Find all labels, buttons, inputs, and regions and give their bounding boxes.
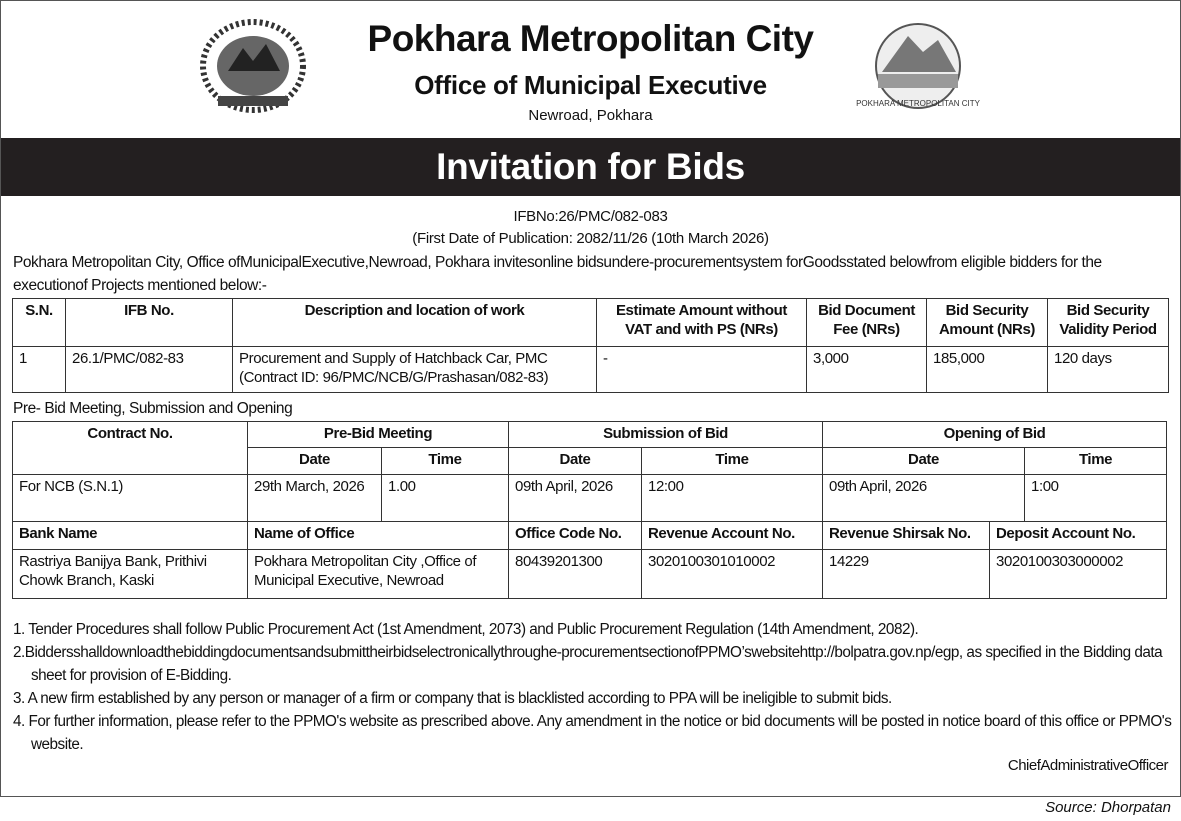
th-deposit-account: Deposit Account No. bbox=[990, 522, 1167, 550]
bank-table bbox=[12, 521, 1167, 599]
cell-validity: 120 days bbox=[1048, 347, 1169, 393]
th-validity: Bid Security Validity Period bbox=[1048, 299, 1169, 347]
th-office-code: Office Code No. bbox=[509, 522, 642, 550]
th-description: Description and location of work bbox=[233, 299, 597, 347]
th-sn: S.N. bbox=[13, 299, 66, 347]
cell-ifb: 26.1/PMC/082-83 bbox=[66, 347, 233, 393]
bid-table-header bbox=[13, 299, 1169, 347]
svg-text:POKHARA METROPOLITAN CITY: POKHARA METROPOLITAN CITY bbox=[856, 99, 980, 108]
intro-paragraph: Pokhara Metropolitan City, Office ofMunicipalExecutive,Newroad, Pokhara invitesonline bidsundere-procurementsystem forGoodsstated belowfrom eligible bidders for the executionof Projects mentioned below:- bbox=[13, 254, 1102, 294]
cell-prebid-time: 1.00 bbox=[382, 475, 509, 522]
th-office: Name of Office bbox=[248, 522, 509, 550]
table-row bbox=[13, 475, 1167, 522]
cell-opening-date: 09th April, 2026 bbox=[823, 475, 1025, 522]
th-revenue-account: Revenue Account No. bbox=[642, 522, 823, 550]
cell-estimate: - bbox=[597, 347, 807, 393]
th-opening: Opening of Bid bbox=[823, 422, 1167, 448]
th-time: Time bbox=[382, 448, 509, 475]
cell-revenue-account: 3020100301010002 bbox=[642, 550, 823, 599]
banner-title: Invitation for Bids bbox=[1, 138, 1180, 196]
note-item: 1. Tender Procedures shall follow Public Procurement Act (1st Amendment, 2073) and Public Procurement Regulation (14th Amendment, 2082). bbox=[13, 621, 919, 638]
signature: ChiefAdministrativeOfficer bbox=[1007, 757, 1168, 774]
source-credit: Source: Dhorpatan bbox=[1045, 799, 1171, 816]
notes-list bbox=[13, 618, 1173, 756]
th-contract: Contract No. bbox=[13, 422, 248, 475]
office-title: Office of Municipal Executive bbox=[414, 70, 767, 100]
cell-office: Pokhara Metropolitan City ,Office of Municipal Executive, Newroad bbox=[248, 550, 509, 599]
bid-table bbox=[12, 298, 1169, 393]
note-item: 2.Biddersshalldownloadthebiddingdocumentsandsubmittheirbidselectronicallythroughe-procurementsectionofPPMO’swebsitehttp://bolpatra.gov.np/egp, as specified in the Bidding data sheet for provision of E-Bidding. bbox=[13, 644, 1163, 684]
cell-fee: 3,000 bbox=[807, 347, 927, 393]
cell-security: 185,000 bbox=[927, 347, 1048, 393]
cell-submission-time: 12:00 bbox=[642, 475, 823, 522]
th-date: Date bbox=[823, 448, 1025, 475]
cell-office-code: 80439201300 bbox=[509, 550, 642, 599]
cell-sn: 1 bbox=[13, 347, 66, 393]
cell-opening-time: 1:00 bbox=[1025, 475, 1167, 522]
note-item: 3. A new firm established by any person or manager of a firm or company that is blacklisted according to PPA will be ineligible to submit bids. bbox=[13, 690, 892, 707]
th-revenue-shirsak: Revenue Shirsak No. bbox=[823, 522, 990, 550]
th-date: Date bbox=[248, 448, 382, 475]
cell-description: Procurement and Supply of Hatchback Car, PMC (Contract ID: 96/PMC/NCB/G/Prashasan/082-83) bbox=[233, 347, 597, 393]
th-submission: Submission of Bid bbox=[509, 422, 823, 448]
th-bank: Bank Name bbox=[13, 522, 248, 550]
th-estimate: Estimate Amount without VAT and with PS (NRs) bbox=[597, 299, 807, 347]
th-date: Date bbox=[509, 448, 642, 475]
th-ifb: IFB No. bbox=[66, 299, 233, 347]
cell-submission-date: 09th April, 2026 bbox=[509, 475, 642, 522]
table-row bbox=[13, 347, 1169, 393]
table-row bbox=[13, 550, 1167, 599]
cell-prebid-date: 29th March, 2026 bbox=[248, 475, 382, 522]
ifb-number: IFBNo:26/PMC/082-083 bbox=[513, 208, 668, 225]
th-time: Time bbox=[1025, 448, 1167, 475]
cell-deposit-account: 3020100303000002 bbox=[990, 550, 1167, 599]
note-item: 4. For further information, please refer to the PPMO's website as prescribed above. Any amendment in the notice or bid documents will be posted in notice board of this office or PPMO's website. bbox=[13, 713, 1172, 753]
cell-contract: For NCB (S.N.1) bbox=[13, 475, 248, 522]
city-title: Pokhara Metropolitan City bbox=[367, 18, 814, 59]
schedule-table bbox=[12, 421, 1167, 522]
th-prebid: Pre-Bid Meeting bbox=[248, 422, 509, 448]
cell-revenue-shirsak: 14229 bbox=[823, 550, 990, 599]
th-security: Bid Security Amount (NRs) bbox=[927, 299, 1048, 347]
section-label: Pre- Bid Meeting, Submission and Opening bbox=[13, 400, 293, 417]
address: Newroad, Pokhara bbox=[528, 107, 653, 124]
cell-bank: Rastriya Banijya Bank, Prithivi Chowk Branch, Kaski bbox=[13, 550, 248, 599]
th-time: Time bbox=[642, 448, 823, 475]
publication-date: (First Date of Publication: 2082/11/26 (10th March 2026) bbox=[412, 230, 769, 247]
th-fee: Bid Document Fee (NRs) bbox=[807, 299, 927, 347]
